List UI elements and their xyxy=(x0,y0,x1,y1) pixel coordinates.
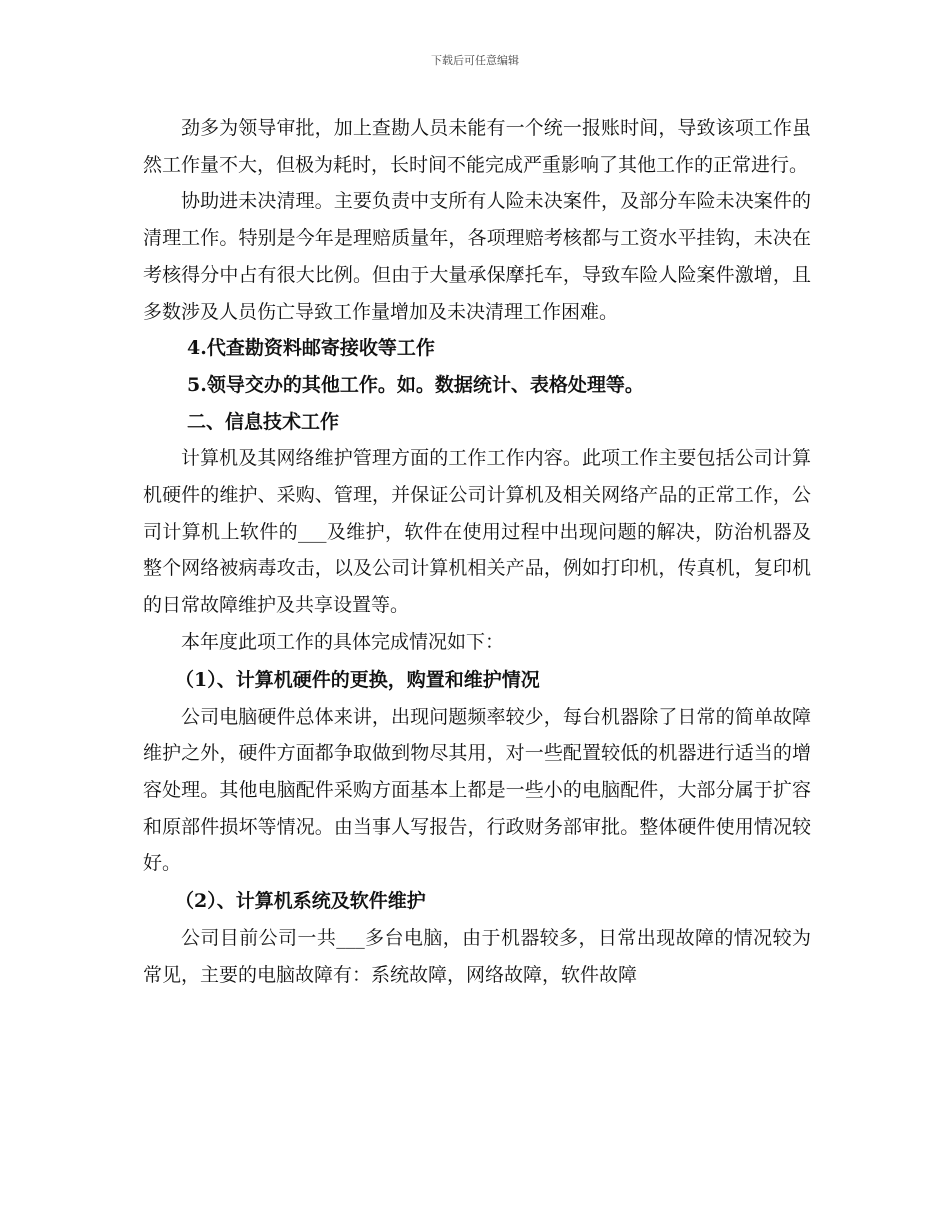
paragraph-pending-claims: 协助进未决清理。主要负责中支所有人险未决案件，及部分车险未决案件的清理工作。特别是今年是理赔质量年，各项理赔考核都与工资水平挂钩，未决在考核得分中占有很大比例。但由于大量承保摩托车，导致车险人险案件激增，且多数涉及人员伤亡导致工作量增加及未决清理工作困难。 xyxy=(143,190,811,323)
subheading-hardware: （1）、计算机硬件的更换，购置和维护情况 xyxy=(175,668,540,691)
paragraph-hardware: 公司电脑硬件总体来讲，出现问题频率较少，每台机器除了日常的简单故障维护之外，硬件方面都争取做到物尽其用，对一些配置较低的机器进行适当的增容处理。其他电脑配件采购方面基本上都是一些小的电脑配件，大部分属于扩容和原部件损坏等情况。由当事人写报告，行政财务部审批。整体硬件使用情况较好。 xyxy=(143,705,811,875)
heading-item-4: 4.代查勘资料邮寄接收等工作 xyxy=(187,337,435,360)
paragraph-it-intro: 本年度此项工作的具体完成情况如下： xyxy=(181,630,505,653)
heading-item-5: 5.领导交办的其他工作。如。数据统计、表格处理等。 xyxy=(187,373,644,396)
document-body xyxy=(143,110,811,993)
paragraph-software: 公司目前公司一共___多台电脑，由于机器较多，日常出现故障的情况较为常见，主要的电脑故障有：系统故障，网络故障，软件故障 xyxy=(143,927,811,986)
paragraph-it-scope: 计算机及其网络维护管理方面的工作工作内容。此项工作主要包括公司计算机硬件的维护、采购、管理，并保证公司计算机及相关网络产品的正常工作，公司计算机上软件的___及维护，软件在使用过程中出现问题的解决，防治机器及整个网络被病毒攻击，以及公司计算机相关产品，例如打印机，传真机，复印机的日常故障维护及共享设置等。 xyxy=(143,447,811,617)
section-heading-it: 二、信息技术工作 xyxy=(187,410,340,433)
page-header: 下载后可任意编辑 xyxy=(431,54,519,67)
subheading-software: （2）、计算机系统及软件维护 xyxy=(175,890,426,913)
paragraph-reimbursement: 劲多为领导审批，加上查勘人员未能有一个统一报账时间，导致该项工作虽然工作量不大，但极为耗时，长时间不能完成严重影响了其他工作的正常进行。 xyxy=(143,117,811,176)
